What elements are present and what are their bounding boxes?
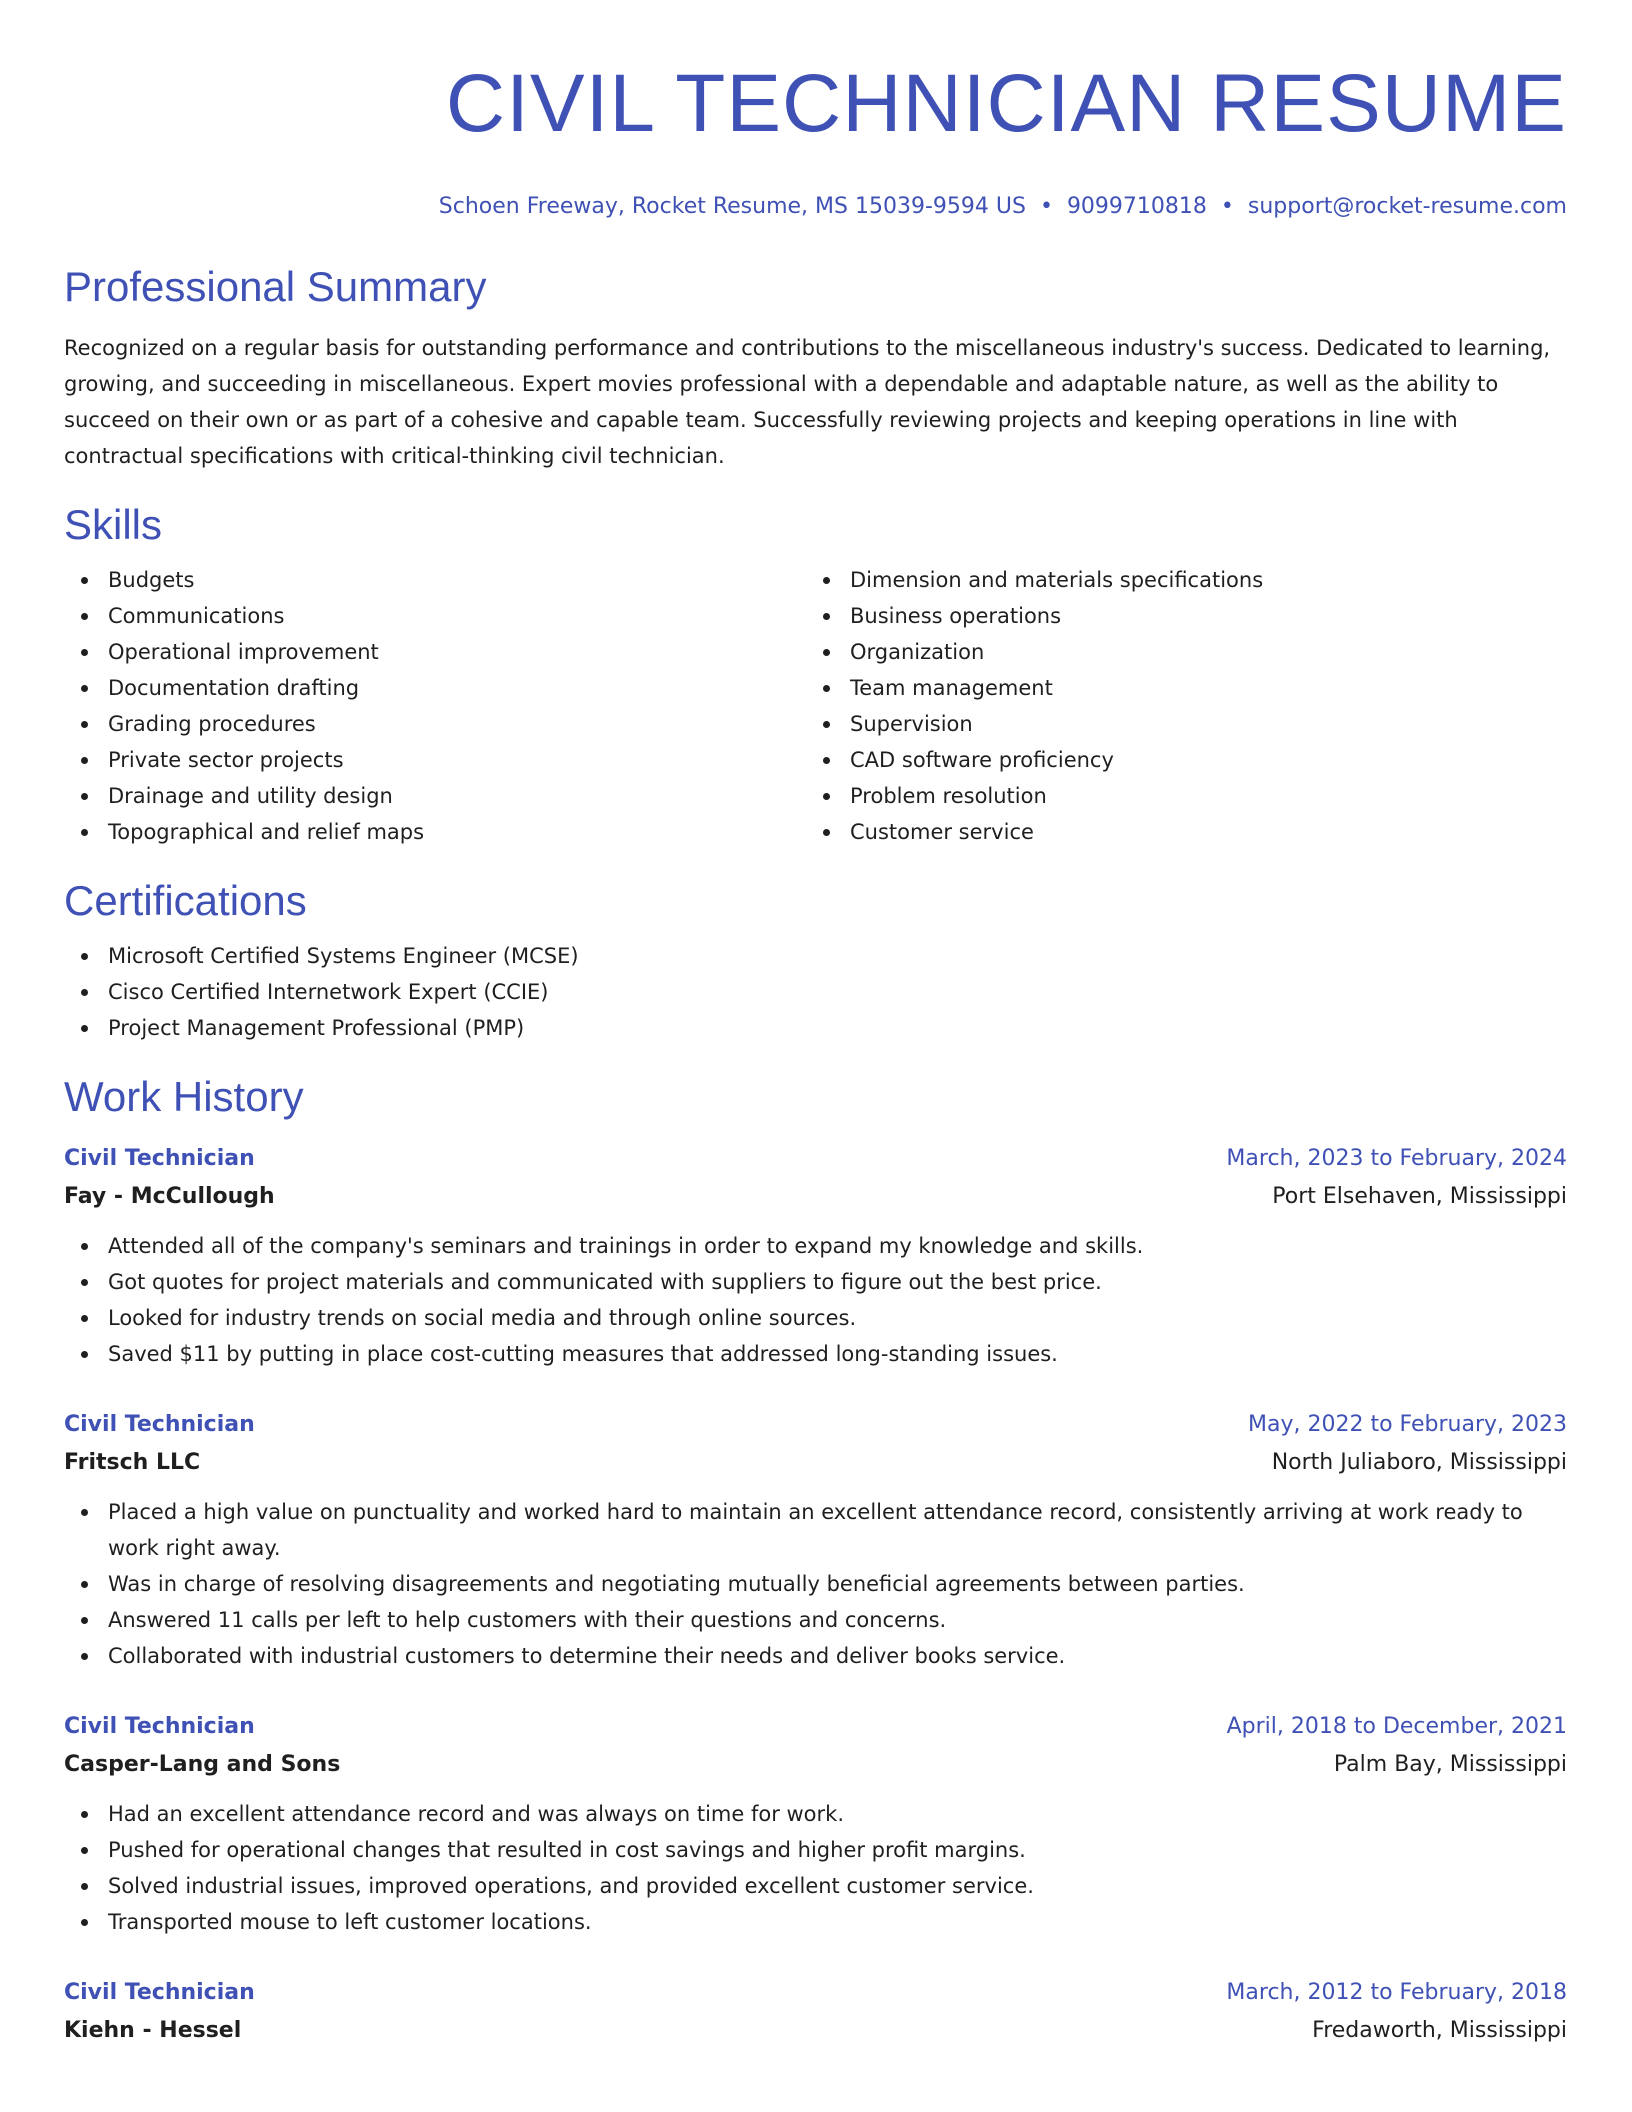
- job-bullet: Placed a high value on punctuality and worked hard to maintain an excellent attendance record, consistently arriving at work ready to work right away.: [64, 1494, 1567, 1566]
- contact-separator: •: [1220, 194, 1234, 219]
- job-dates: May, 2022 to February, 2023: [1248, 1412, 1567, 1437]
- job-location: Port Elsehaven, Mississippi: [1272, 1184, 1567, 1209]
- skill-item: Drainage and utility design: [64, 778, 806, 814]
- job-bullets: [64, 1796, 1567, 1940]
- skills-list-left: [64, 562, 806, 850]
- job-bullet: Had an excellent attendance record and was always on time for work.: [64, 1796, 1567, 1832]
- skill-item: Organization: [806, 634, 1567, 670]
- job-dates: March, 2023 to February, 2024: [1226, 1146, 1567, 1171]
- skill-item: Budgets: [64, 562, 806, 598]
- job-bullet: Answered 11 calls per left to help customers with their questions and concerns.: [64, 1602, 1567, 1638]
- job-company-row: [64, 1444, 1567, 1482]
- job-bullet: Pushed for operational changes that resulted in cost savings and higher profit margins.: [64, 1832, 1567, 1868]
- contact-phone: 9099710818: [1066, 194, 1207, 219]
- job-title: Civil Technician: [64, 1714, 255, 1739]
- job-company-row: [64, 2012, 1567, 2050]
- job-dates: April, 2018 to December, 2021: [1226, 1714, 1567, 1739]
- job-title-row: [64, 1406, 1567, 1444]
- certifications-section: [64, 876, 1567, 1046]
- section-heading: Skills: [64, 501, 163, 548]
- job-entry: [64, 1974, 1567, 2050]
- section-heading: Work History: [64, 1073, 304, 1120]
- job-dates: March, 2012 to February, 2018: [1226, 1980, 1567, 2005]
- job-title-row: [64, 1974, 1567, 2012]
- job-bullet: Saved $11 by putting in place cost-cutting measures that addressed long-standing issues.: [64, 1336, 1567, 1372]
- skill-item: Documentation drafting: [64, 670, 806, 706]
- job-entry: [64, 1406, 1567, 1674]
- skill-item: Supervision: [806, 706, 1567, 742]
- job-title: Civil Technician: [64, 1412, 255, 1437]
- job-title: Civil Technician: [64, 1146, 255, 1171]
- skills-list-right: [806, 562, 1567, 850]
- contact-address: Schoen Freeway, Rocket Resume, MS 15039-9594 US: [438, 194, 1026, 219]
- contact-line: [64, 192, 1567, 222]
- job-bullets: [64, 1228, 1567, 1372]
- professional-summary-section: [64, 262, 1567, 474]
- job-title: Civil Technician: [64, 1980, 255, 2005]
- skills-grid: [64, 562, 1567, 850]
- skill-item: Dimension and materials specifications: [806, 562, 1567, 598]
- skill-item: Private sector projects: [64, 742, 806, 778]
- skill-item: Grading procedures: [64, 706, 806, 742]
- job-location: Palm Bay, Mississippi: [1333, 1752, 1567, 1777]
- job-company: Casper-Lang and Sons: [64, 1752, 341, 1777]
- job-company-row: [64, 1178, 1567, 1216]
- skill-item: CAD software proficiency: [806, 742, 1567, 778]
- job-bullet: Solved industrial issues, improved operations, and provided excellent customer service.: [64, 1868, 1567, 1904]
- skill-item: Team management: [806, 670, 1567, 706]
- section-heading: Certifications: [64, 877, 307, 924]
- certification-item: Project Management Professional (PMP): [64, 1010, 1567, 1046]
- job-title-row: [64, 1140, 1567, 1178]
- job-entry: [64, 1140, 1567, 1372]
- job-location: Fredaworth, Mississippi: [1312, 2018, 1567, 2043]
- section-heading: Professional Summary: [64, 263, 487, 310]
- job-company-row: [64, 1746, 1567, 1784]
- job-company: Fritsch LLC: [64, 1450, 201, 1475]
- skill-item: Business operations: [806, 598, 1567, 634]
- contact-separator: •: [1039, 194, 1053, 219]
- certifications-list: [64, 938, 1567, 1046]
- work-history-section: [64, 1072, 1567, 2050]
- job-bullets: [64, 1494, 1567, 1674]
- skill-item: Topographical and relief maps: [64, 814, 806, 850]
- job-title-row: [64, 1708, 1567, 1746]
- job-bullet: Transported mouse to left customer locations.: [64, 1904, 1567, 1940]
- skills-section: [64, 500, 1567, 850]
- summary-text: Recognized on a regular basis for outstanding performance and contributions to the miscellaneous industry's success. Dedicated to learning, growing, and succeeding in miscellaneous. Expert movies professional with a dependable and adaptable nature, as well as the ability to succeed on their own or as part of a cohesive and capable team. Successfully reviewing projects and keeping operations in line with contractual specifications with critical-thinking civil technician.: [64, 336, 1551, 468]
- job-bullet: Attended all of the company's seminars and trainings in order to expand my knowledge and skills.: [64, 1228, 1567, 1264]
- job-bullet: Looked for industry trends on social media and through online sources.: [64, 1300, 1567, 1336]
- resume-page: [64, 0, 1567, 2050]
- job-company: Kiehn - Hessel: [64, 2018, 242, 2043]
- skill-item: Operational improvement: [64, 634, 806, 670]
- contact-email[interactable]: support@rocket-resume.com: [1247, 194, 1567, 219]
- certification-item: Cisco Certified Internetwork Expert (CCIE): [64, 974, 1567, 1010]
- job-bullet: Got quotes for project materials and communicated with suppliers to figure out the best price.: [64, 1264, 1567, 1300]
- skill-item: Communications: [64, 598, 806, 634]
- certification-item: Microsoft Certified Systems Engineer (MCSE): [64, 938, 1567, 974]
- job-bullet: Collaborated with industrial customers to determine their needs and deliver books service.: [64, 1638, 1567, 1674]
- job-location: North Juliaboro, Mississippi: [1271, 1450, 1567, 1475]
- resume-title: CIVIL TECHNICIAN RESUME: [445, 58, 1567, 149]
- job-entry: [64, 1708, 1567, 1940]
- job-company: Fay - McCullough: [64, 1184, 275, 1209]
- job-bullet: Was in charge of resolving disagreements and negotiating mutually beneficial agreements between parties.: [64, 1566, 1567, 1602]
- skill-item: Problem resolution: [806, 778, 1567, 814]
- skill-item: Customer service: [806, 814, 1567, 850]
